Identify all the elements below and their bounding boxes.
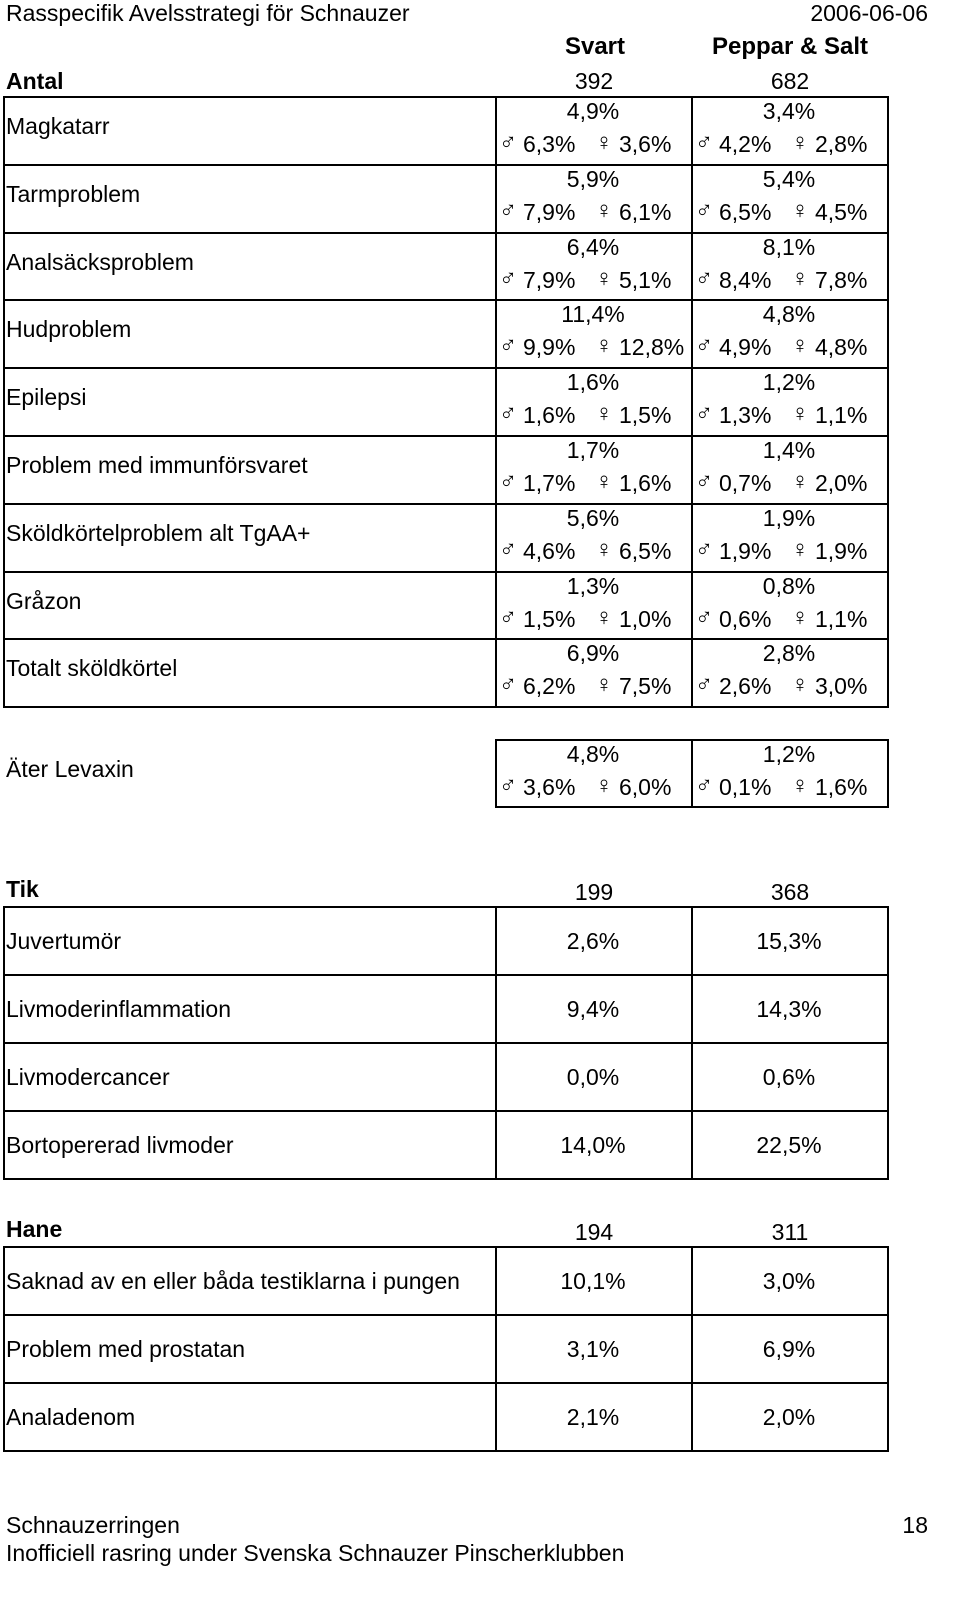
levaxin-male-icon: ♂ <box>499 772 517 799</box>
cond-female-icon: ♀ <box>595 129 613 156</box>
document-date: 2006-06-06 <box>810 0 928 26</box>
hane-count-peppar-salt: 311 <box>771 1219 809 1245</box>
cond-label-8: Totalt sköldkörtel <box>6 655 178 682</box>
cond-svart-total-2: 6,4% <box>566 233 620 260</box>
cond-male-icon: ♂ <box>499 332 517 360</box>
hane-peppar-1: 6,9% <box>762 1336 816 1362</box>
cond-a-female-3: 12,8% <box>619 334 685 361</box>
hane-label-0: Saknad av en eller båda testiklarna i pungen <box>6 1268 460 1294</box>
cond-svart-total-0: 4,9% <box>566 98 620 124</box>
levaxin-female-icon: ♀ <box>595 772 613 799</box>
cond-b-male-6: 1,9% <box>719 537 772 564</box>
levaxin-vline-2 <box>887 739 889 808</box>
cond-male-icon: ♂ <box>695 603 713 631</box>
tik-bottom-line <box>3 1178 889 1180</box>
levaxin-male-icon: ♂ <box>695 772 713 799</box>
hane-bottom-line <box>3 1450 889 1452</box>
cond-svart-total-1: 5,9% <box>566 165 620 192</box>
cond-a-male-4: 1,6% <box>523 402 576 429</box>
column-header-peppar-salt: Peppar & Salt <box>711 33 869 60</box>
hane-svart-0: 10,1% <box>560 1268 626 1294</box>
cond-b-male-0: 4,2% <box>719 131 772 157</box>
tik-peppar-2: 0,6% <box>762 1064 816 1090</box>
tik-row-line <box>3 974 889 976</box>
hane-count-svart: 194 <box>574 1219 614 1245</box>
footer-org: Schnauzerringen <box>6 1512 180 1538</box>
cond-female-icon: ♀ <box>595 196 613 224</box>
cond-svart-total-7: 1,3% <box>566 572 620 599</box>
cond-peppar-total-1: 5,4% <box>762 165 816 192</box>
tik-svart-1: 9,4% <box>566 996 620 1022</box>
cond-b-female-3: 4,8% <box>815 334 868 361</box>
cond-b-male-2: 8,4% <box>719 266 772 293</box>
cond-male-icon: ♂ <box>695 196 713 224</box>
tik-svart-2: 0,0% <box>566 1064 620 1090</box>
cond-svart-total-5: 1,7% <box>566 437 620 463</box>
hane-row-line <box>3 1246 889 1248</box>
cond-row-top-line <box>3 638 889 640</box>
cond-bottom-line <box>3 706 889 708</box>
cond-a-female-1: 6,1% <box>619 198 672 225</box>
cond-b-male-7: 0,6% <box>719 605 772 632</box>
cond-peppar-total-6: 1,9% <box>762 504 816 531</box>
hane-vline-3 <box>887 1246 889 1452</box>
cond-male-icon: ♂ <box>695 129 713 156</box>
cond-b-female-5: 2,0% <box>815 470 868 496</box>
cond-a-male-1: 7,9% <box>523 198 576 225</box>
footer-subtitle: Inofficiell rasring under Svenska Schnauzer Pinscherklubben <box>6 1540 625 1566</box>
cond-label-4: Epilepsi <box>6 384 87 411</box>
cond-peppar-total-3: 4,8% <box>762 301 816 328</box>
cond-male-icon: ♂ <box>499 196 517 224</box>
tik-label-2: Livmodercancer <box>6 1064 170 1090</box>
tik-vline-2 <box>691 906 693 1180</box>
cond-peppar-total-0: 3,4% <box>762 98 816 124</box>
tik-peppar-1: 14,3% <box>756 996 822 1022</box>
levaxin-vline-1 <box>691 739 693 808</box>
cond-a-male-2: 7,9% <box>523 266 576 293</box>
cond-row-top-line <box>3 435 889 437</box>
cond-a-female-6: 6,5% <box>619 537 672 564</box>
cond-male-icon: ♂ <box>695 332 713 360</box>
hane-vline-1 <box>495 1246 497 1452</box>
cond-female-icon: ♀ <box>595 468 613 495</box>
cond-a-male-7: 1,5% <box>523 605 576 632</box>
hane-vline-0 <box>3 1246 5 1452</box>
hane-peppar-0: 3,0% <box>762 1268 816 1294</box>
cond-peppar-total-8: 2,8% <box>762 640 816 667</box>
cond-a-male-6: 4,6% <box>523 537 576 564</box>
cond-male-icon: ♂ <box>695 468 713 495</box>
antal-peppar-salt: 682 <box>770 68 810 94</box>
cond-b-female-2: 7,8% <box>815 266 868 293</box>
cond-male-icon: ♂ <box>499 400 517 428</box>
tik-label: Tik <box>6 876 39 902</box>
cond-female-icon: ♀ <box>791 603 809 631</box>
cond-label-6: Sköldkörtelproblem alt TgAA+ <box>6 519 311 546</box>
hane-row-line <box>3 1314 889 1316</box>
cond-female-icon: ♀ <box>791 264 809 292</box>
cond-male-icon: ♂ <box>499 603 517 631</box>
cond-male-icon: ♂ <box>499 264 517 292</box>
cond-b-male-1: 6,5% <box>719 198 772 225</box>
cond-b-female-8: 3,0% <box>815 673 868 700</box>
cond-b-male-4: 1,3% <box>719 402 772 429</box>
cond-male-icon: ♂ <box>695 671 713 699</box>
tik-label-1: Livmoderinflammation <box>6 996 231 1022</box>
cond-row-top-line <box>3 96 889 98</box>
levaxin-peppar-total-0: 1,2% <box>762 741 816 767</box>
cond-b-female-7: 1,1% <box>815 605 868 632</box>
column-header-svart: Svart <box>564 33 626 60</box>
cond-male-icon: ♂ <box>695 535 713 563</box>
cond-label-5: Problem med immunförsvaret <box>6 452 308 478</box>
tik-count-svart: 199 <box>574 879 614 905</box>
cond-male-icon: ♂ <box>499 671 517 699</box>
cond-female-icon: ♀ <box>791 535 809 563</box>
cond-a-male-8: 6,2% <box>523 673 576 700</box>
cond-male-icon: ♂ <box>499 468 517 495</box>
tik-peppar-0: 15,3% <box>756 928 822 954</box>
tik-row-line <box>3 906 889 908</box>
cond-female-icon: ♀ <box>595 264 613 292</box>
cond-female-icon: ♀ <box>595 535 613 563</box>
tik-count-peppar-salt: 368 <box>770 879 810 905</box>
tik-row-line <box>3 1110 889 1112</box>
cond-female-icon: ♀ <box>791 468 809 495</box>
levaxin-female-icon: ♀ <box>791 772 809 799</box>
tik-vline-3 <box>887 906 889 1180</box>
antal-label: Antal <box>6 68 64 94</box>
hane-label-1: Problem med prostatan <box>6 1336 246 1362</box>
tik-peppar-3: 22,5% <box>756 1132 822 1158</box>
cond-b-male-5: 0,7% <box>719 470 772 496</box>
cond-a-female-7: 1,0% <box>619 605 672 632</box>
cond-male-icon: ♂ <box>695 264 713 292</box>
levaxin-b-male-0: 0,1% <box>719 774 772 800</box>
cond-row-top-line <box>3 367 889 369</box>
hane-svart-2: 2,1% <box>566 1404 620 1430</box>
cond-svart-total-6: 5,6% <box>566 504 620 531</box>
cond-vline-0 <box>3 96 5 708</box>
cond-peppar-total-4: 1,2% <box>762 369 816 396</box>
levaxin-b-female-0: 1,6% <box>815 774 868 800</box>
cond-a-male-0: 6,3% <box>523 131 576 157</box>
antal-svart: 392 <box>574 68 614 94</box>
tik-vline-1 <box>495 906 497 1180</box>
cond-female-icon: ♀ <box>595 400 613 428</box>
cond-label-2: Analsäcksproblem <box>6 248 194 275</box>
cond-row-top-line <box>3 299 889 301</box>
cond-b-female-1: 4,5% <box>815 198 868 225</box>
cond-female-icon: ♀ <box>791 196 809 224</box>
cond-label-7: Gråzon <box>6 587 82 614</box>
cond-female-icon: ♀ <box>791 400 809 428</box>
tik-svart-0: 2,6% <box>566 928 620 954</box>
levaxin-a-female-0: 6,0% <box>619 774 672 800</box>
cond-vline-3 <box>887 96 889 708</box>
cond-male-icon: ♂ <box>499 129 517 156</box>
hane-label-2: Analadenom <box>6 1404 136 1430</box>
cond-b-male-8: 2,6% <box>719 673 772 700</box>
cond-a-male-3: 9,9% <box>523 334 576 361</box>
cond-vline-1 <box>495 96 497 708</box>
cond-svart-total-4: 1,6% <box>566 369 620 396</box>
cond-a-female-4: 1,5% <box>619 402 672 429</box>
cond-row-top-line <box>3 164 889 166</box>
cond-label-0: Magkatarr <box>6 113 110 139</box>
cond-b-female-0: 2,8% <box>815 131 868 157</box>
cond-female-icon: ♀ <box>791 671 809 699</box>
cond-a-female-0: 3,6% <box>619 131 672 157</box>
page-number: 18 <box>902 1512 928 1538</box>
levaxin-a-male-0: 3,6% <box>523 774 576 800</box>
cond-peppar-total-7: 0,8% <box>762 572 816 599</box>
cond-label-3: Hudproblem <box>6 316 132 343</box>
levaxin-svart-total-0: 4,8% <box>566 741 620 767</box>
hane-peppar-2: 2,0% <box>762 1404 816 1430</box>
cond-vline-2 <box>691 96 693 708</box>
tik-label-0: Juvertumör <box>6 928 122 954</box>
levaxin-label-0: Äter Levaxin <box>6 756 134 782</box>
hane-row-line <box>3 1382 889 1384</box>
hane-svart-1: 3,1% <box>566 1336 620 1362</box>
cond-svart-total-8: 6,9% <box>566 640 620 667</box>
cond-b-female-4: 1,1% <box>815 402 868 429</box>
cond-female-icon: ♀ <box>595 332 613 360</box>
cond-peppar-total-2: 8,1% <box>762 233 816 260</box>
levaxin-vline-0 <box>495 739 497 808</box>
cond-female-icon: ♀ <box>791 129 809 156</box>
cond-female-icon: ♀ <box>595 671 613 699</box>
hane-vline-2 <box>691 1246 693 1452</box>
tik-row-line <box>3 1042 889 1044</box>
cond-row-top-line <box>3 571 889 573</box>
cond-a-female-2: 5,1% <box>619 266 672 293</box>
cond-b-male-3: 4,9% <box>719 334 772 361</box>
cond-female-icon: ♀ <box>791 332 809 360</box>
cond-svart-total-3: 11,4% <box>561 301 625 328</box>
tik-label-3: Bortopererad livmoder <box>6 1132 234 1158</box>
cond-a-female-5: 1,6% <box>619 470 672 496</box>
cond-female-icon: ♀ <box>595 603 613 631</box>
cond-male-icon: ♂ <box>499 535 517 563</box>
cond-peppar-total-5: 1,4% <box>762 437 816 463</box>
cond-label-1: Tarmproblem <box>6 180 141 207</box>
cond-row-top-line <box>3 232 889 234</box>
cond-a-female-8: 7,5% <box>619 673 672 700</box>
cond-a-male-5: 1,7% <box>523 470 576 496</box>
document-title: Rasspecifik Avelsstrategi för Schnauzer <box>6 0 410 26</box>
cond-b-female-6: 1,9% <box>815 537 868 564</box>
cond-male-icon: ♂ <box>695 400 713 428</box>
tik-svart-3: 14,0% <box>560 1132 626 1158</box>
hane-label: Hane <box>6 1216 63 1242</box>
cond-row-top-line <box>3 503 889 505</box>
tik-vline-0 <box>3 906 5 1180</box>
